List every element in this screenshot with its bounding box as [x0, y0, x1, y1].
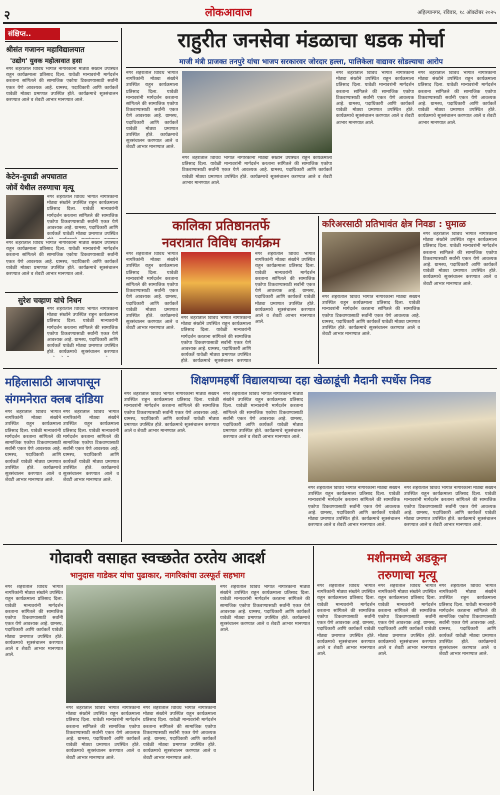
- story4-body-col1: नगर शहरातील विविध भागात नागरिकांनी मोठ्या संख्येने उपस्थित राहून कार्यक्रमाला प्रतिसाद दिला. यावेळी मान्यवरांनी मार्गदर्शन करताना सांगितले की सामाजिक एकोपा टिकवण्यासाठी सर्वांनी एकत्र येणे आवश्यक आहे. ग्रामस्थ, पदाधिकारी आणि कार्यकर्ते यावेळी मोठ्या प्रमाणात उपस्थित होते. कार्यक्रमाचे सूत्रसंचालन करण्यात आले व शेवटी आभार मानण्यात आले.: [124, 392, 219, 435]
- story4-body-col3: नगर शहरातील विविध भागात नागरिकांनी मोठ्या संख्येने उपस्थित राहून कार्यक्रमाला प्रतिसाद दिला. यावेळी मान्यवरांनी मार्गदर्शन करताना सांगितले की सामाजिक एकोपा टिकवण्यासाठी सर्वांनी एकत्र येणे आवश्यक आहे. ग्रामस्थ, पदाधिकारी आणि कार्यकर्ते यावेळी मोठ्या प्रमाणात उपस्थित होते. कार्यक्रमाचे सूत्रसंचालन करण्यात आले व शेवटी आभार मानण्यात आले.: [308, 486, 400, 529]
- sidebar-divider-1: [5, 168, 118, 169]
- sidebar-item2-subtitle: जोर्वे येथील तरुणाचा मृत्यू: [6, 183, 74, 192]
- sidebar-rule: [5, 41, 118, 42]
- story5-body-col2: नगर शहरातील विविध भागात नागरिकांनी मोठ्या संख्येने उपस्थित राहून कार्यक्रमाला प्रतिसाद दिला. यावेळी मान्यवरांनी मार्गदर्शन करताना सांगितले की सामाजिक एकोपा टिकवण्यासाठी सर्वांनी एकत्र येणे आवश्यक आहे. ग्रामस्थ, पदाधिकारी आणि कार्यकर्ते यावेळी मोठ्या प्रमाणात उपस्थित होते. कार्यक्रमाचे सूत्रसंचालन करण्यात आले व शेवटी आभार मानण्यात आले.: [63, 410, 119, 484]
- story4-body-col4: नगर शहरातील विविध भागात नागरिकांनी मोठ्या संख्येने उपस्थित राहून कार्यक्रमाला प्रतिसाद दिला. यावेळी मान्यवरांनी मार्गदर्शन करताना सांगितले की सामाजिक एकोपा टिकवण्यासाठी सर्वांनी एकत्र येणे आवश्यक आहे. ग्रामस्थ, पदाधिकारी आणि कार्यकर्ते यावेळी मोठ्या प्रमाणात उपस्थित होते. कार्यक्रमाचे सूत्रसंचालन करण्यात आले व शेवटी आभार मानण्यात आले.: [404, 486, 496, 529]
- page-number: २: [4, 8, 11, 22]
- sidebar-header: संक्षिप्त..: [5, 28, 60, 40]
- story3-headline: करिअरसाठी प्रतिभावंत क्षेत्र निवडा : घुमाळ: [322, 219, 466, 230]
- story4-photo: [308, 392, 496, 482]
- lead-headline: राहुरीत जनसेवा मंडळाचा धडक मोर्चा: [177, 28, 445, 52]
- lead-body-col1: नगर शहरातील विविध भागात नागरिकांनी मोठ्या संख्येने उपस्थित राहून कार्यक्रमाला प्रतिसाद दिला. यावेळी मान्यवरांनी मार्गदर्शन करताना सांगितले की सामाजिक एकोपा टिकवण्यासाठी सर्वांनी एकत्र येणे आवश्यक आहे. ग्रामस्थ, पदाधिकारी आणि कार्यकर्ते यावेळी मोठ्या प्रमाणात उपस्थित होते. कार्यक्रमाचे सूत्रसंचालन करण्यात आले व शेवटी आभार मानण्यात आले.: [126, 71, 178, 151]
- story7-body-col1: नगर शहरातील विविध भागात नागरिकांनी मोठ्या संख्येने उपस्थित राहून कार्यक्रमाला प्रतिसाद दिला. यावेळी मान्यवरांनी मार्गदर्शन करताना सांगितले की सामाजिक एकोपा टिकवण्यासाठी सर्वांनी एकत्र येणे आवश्यक आहे. ग्रामस्थ, पदाधिकारी आणि कार्यकर्ते यावेळी मोठ्या प्रमाणात उपस्थित होते. कार्यक्रमाचे सूत्रसंचालन करण्यात आले व शेवटी आभार मानण्यात आले.: [317, 584, 375, 658]
- story6-top-rule: [3, 544, 497, 545]
- sidebar-item1-title: श्रीसंत गजानन महाविद्यालयात: [6, 45, 85, 54]
- sidebar-item2-body-a: नगर शहरातील विविध भागात नागरिकांनी मोठ्या संख्येने उपस्थित राहून कार्यक्रमाला प्रतिसाद दिला. यावेळी मान्यवरांनी मार्गदर्शन करताना सांगितले की सामाजिक एकोपा टिकवण्यासाठी सर्वांनी एकत्र येणे आवश्यक आहे. ग्रामस्थ, पदाधिकारी आणि कार्यकर्ते यावेळी मोठ्या प्रमाणात उपस्थित: [47, 195, 118, 238]
- column-rule-left: [121, 28, 122, 365]
- sidebar-photo-2: [6, 307, 44, 351]
- sidebar-item2-title: केटेन-दुघाडी अपघातात: [6, 172, 67, 181]
- story7-headline: मशीनमध्ये अडकून: [367, 551, 447, 565]
- story2-body-col1: नगर शहरातील विविध भागात नागरिकांनी मोठ्या संख्येने उपस्थित राहून कार्यक्रमाला प्रतिसाद दिला. यावेळी मान्यवरांनी मार्गदर्शन करताना सांगितले की सामाजिक एकोपा टिकवण्यासाठी सर्वांनी एकत्र येणे आवश्यक आहे. ग्रामस्थ, पदाधिकारी आणि कार्यकर्ते यावेळी मोठ्या प्रमाणात उपस्थित होते. कार्यक्रमाचे सूत्रसंचालन करण्यात आले व शेवटी आभार मानण्यात आले.: [126, 252, 178, 332]
- story7-headline2: तरुणाचा मृत्यू: [377, 568, 437, 582]
- lead-body-col4: नगर शहरातील विविध भागात नागरिकांनी मोठ्या संख्येने उपस्थित राहून कार्यक्रमाला प्रतिसाद दिला. यावेळी मान्यवरांनी मार्गदर्शन करताना सांगितले की सामाजिक एकोपा टिकवण्यासाठी सर्वांनी एकत्र येणे आवश्यक आहे. ग्रामस्थ, पदाधिकारी आणि कार्यकर्ते यावेळी मोठ्या प्रमाणात उपस्थित होते. कार्यक्रमाचे सूत्रसंचालन करण्यात आले व शेवटी आभार मानण्यात आले.: [418, 71, 496, 126]
- story7-body-col2: नगर शहरातील विविध भागात नागरिकांनी मोठ्या संख्येने उपस्थित राहून कार्यक्रमाला प्रतिसाद दिला. यावेळी मान्यवरांनी मार्गदर्शन करताना सांगितले की सामाजिक एकोपा टिकवण्यासाठी सर्वांनी एकत्र येणे आवश्यक आहे. ग्रामस्थ, पदाधिकारी आणि कार्यकर्ते यावेळी मोठ्या प्रमाणात उपस्थित होते. कार्यक्रमाचे सूत्रसंचालन करण्यात आले व शेवटी आभार मानण्यात आले.: [378, 584, 436, 658]
- masthead-logo: लोकआवाज: [205, 6, 253, 19]
- lead-rule: [126, 67, 496, 68]
- lead-body-col2: नगर शहरातील विविध भागात नागरिकांनी मोठ्या संख्येने उपस्थित राहून कार्यक्रमाला प्रतिसाद दिला. यावेळी मान्यवरांनी मार्गदर्शन करताना सांगितले की सामाजिक एकोपा टिकवण्यासाठी सर्वांनी एकत्र येणे आवश्यक आहे. ग्रामस्थ, पदाधिकारी आणि कार्यकर्ते यावेळी मोठ्या प्रमाणात उपस्थित होते. कार्यक्रमाचे सूत्रसंचालन करण्यात आले व शेवटी आभार मानण्यात आले.: [182, 156, 332, 186]
- lead-photo: [182, 71, 332, 153]
- story6-body-col1: नगर शहरातील विविध भागात नागरिकांनी मोठ्या संख्येने उपस्थित राहून कार्यक्रमाला प्रतिसाद दिला. यावेळी मान्यवरांनी मार्गदर्शन करताना सांगितले की सामाजिक एकोपा टिकवण्यासाठी सर्वांनी एकत्र येणे आवश्यक आहे. ग्रामस्थ, पदाधिकारी आणि कार्यकर्ते यावेळी मोठ्या प्रमाणात उपस्थित होते. कार्यक्रमाचे सूत्रसंचालन करण्यात आले व शेवटी आभार मानण्यात आले.: [5, 585, 63, 659]
- story4-headline: शिक्षणमहर्षी विद्यालयाच्या दहा खेळाडूंची मैदानी स्पर्धेस निवड: [190, 374, 432, 387]
- story6-subhead: भानुदास गाडेकर यांचा पुढाकार, नागरिकांचा उत्स्फूर्त सहभाग: [70, 571, 245, 580]
- story3-body-col1: नगर शहरातील विविध भागात नागरिकांनी मोठ्या संख्येने उपस्थित राहून कार्यक्रमाला प्रतिसाद दिला. यावेळी मान्यवरांनी मार्गदर्शन करताना सांगितले की सामाजिक एकोपा टिकवण्यासाठी सर्वांनी एकत्र येणे आवश्यक आहे. ग्रामस्थ, पदाधिकारी आणि कार्यकर्ते यावेळी मोठ्या प्रमाणात उपस्थित होते. कार्यक्रमाचे सूत्रसंचालन करण्यात आले व शेवटी आभार मानण्यात आले.: [322, 295, 420, 338]
- story2-body-col2: नगर शहरातील विविध भागात नागरिकांनी मोठ्या संख्येने उपस्थित राहून कार्यक्रमाला प्रतिसाद दिला. यावेळी मान्यवरांनी मार्गदर्शन करताना सांगितले की सामाजिक एकोपा टिकवण्यासाठी सर्वांनी एकत्र येणे आवश्यक आहे. ग्रामस्थ, पदाधिकारी आणि कार्यकर्ते यावेळी मोठ्या प्रमाणात उपस्थित होते. कार्यक्रमाचे सूत्रसंचालन करण्यात: [181, 316, 251, 364]
- lead-body-col3: नगर शहरातील विविध भागात नागरिकांनी मोठ्या संख्येने उपस्थित राहून कार्यक्रमाला प्रतिसाद दिला. यावेळी मान्यवरांनी मार्गदर्शन करताना सांगितले की सामाजिक एकोपा टिकवण्यासाठी सर्वांनी एकत्र येणे आवश्यक आहे. ग्रामस्थ, पदाधिकारी आणि कार्यकर्ते यावेळी मोठ्या प्रमाणात उपस्थित होते. कार्यक्रमाचे सूत्रसंचालन करण्यात आले व शेवटी आभार मानण्यात आले.: [336, 71, 414, 126]
- sidebar-item3-title: सुरेश चव्हाण यांचे निधन: [18, 296, 82, 305]
- story3-photo: [322, 232, 420, 292]
- story3-body-col2: नगर शहरातील विविध भागात नागरिकांनी मोठ्या संख्येने उपस्थित राहून कार्यक्रमाला प्रतिसाद दिला. यावेळी मान्यवरांनी मार्गदर्शन करताना सांगितले की सामाजिक एकोपा टिकवण्यासाठी सर्वांनी एकत्र येणे आवश्यक आहे. ग्रामस्थ, पदाधिकारी आणि कार्यकर्ते यावेळी मोठ्या प्रमाणात उपस्थित होते. कार्यक्रमाचे सूत्रसंचालन करण्यात आले व शेवटी आभार मानण्यात आले.: [423, 232, 497, 287]
- story7-body-col3: नगर शहरातील विविध भागात नागरिकांनी मोठ्या संख्येने उपस्थित राहून कार्यक्रमाला प्रतिसाद दिला. यावेळी मान्यवरांनी मार्गदर्शन करताना सांगितले की सामाजिक एकोपा टिकवण्यासाठी सर्वांनी एकत्र येणे आवश्यक आहे. ग्रामस्थ, पदाधिकारी आणि कार्यकर्ते यावेळी मोठ्या प्रमाणात उपस्थित होते. कार्यक्रमाचे सूत्रसंचालन करण्यात आले व शेवटी आभार मानण्यात आले.: [439, 584, 496, 658]
- story6-body-col4: नगर शहरातील विविध भागात नागरिकांनी मोठ्या संख्येने उपस्थित राहून कार्यक्रमाला प्रतिसाद दिला. यावेळी मान्यवरांनी मार्गदर्शन करताना सांगितले की सामाजिक एकोपा टिकवण्यासाठी सर्वांनी एकत्र येणे आवश्यक आहे. ग्रामस्थ, पदाधिकारी आणि कार्यकर्ते यावेळी मोठ्या प्रमाणात उपस्थित होते. कार्यक्रमाचे सूत्रसंचालन करण्यात आले व शेवटी आभार मानण्यात आले.: [220, 585, 310, 634]
- story6-body-col2: नगर शहरातील विविध भागात नागरिकांनी मोठ्या संख्येने उपस्थित राहून कार्यक्रमाला प्रतिसाद दिला. यावेळी मान्यवरांनी मार्गदर्शन करताना सांगितले की सामाजिक एकोपा टिकवण्यासाठी सर्वांनी एकत्र येणे आवश्यक आहे. ग्रामस्थ, पदाधिकारी आणि कार्यकर्ते यावेळी मोठ्या प्रमाणात उपस्थित होते. कार्यक्रमाचे सूत्रसंचालन करण्यात आले व शेवटी आभार मानण्यात आले.: [66, 706, 140, 761]
- sidebar-item1-body: नगर शहरातील विविध भागात नागरिकांनी मोठ्या संख्येने उपस्थित राहून कार्यक्रमाला प्रतिसाद दिला. यावेळी मान्यवरांनी मार्गदर्शन करताना सांगितले की सामाजिक एकोपा टिकवण्यासाठी सर्वांनी एकत्र येणे आवश्यक आहे. ग्रामस्थ, पदाधिकारी आणि कार्यकर्ते यावेळी मोठ्या प्रमाणात उपस्थित होते. कार्यक्रमाचे सूत्रसंचालन करण्यात आले व शेवटी आभार मानण्यात आले.: [6, 67, 118, 104]
- sidebar-item3-body: नगर शहरातील विविध भागात नागरिकांनी मोठ्या संख्येने उपस्थित राहून कार्यक्रमाला प्रतिसाद दिला. यावेळी मान्यवरांनी मार्गदर्शन करताना सांगितले की सामाजिक एकोपा टिकवण्यासाठी सर्वांनी एकत्र येणे आवश्यक आहे. ग्रामस्थ, पदाधिकारी आणि कार्यकर्ते यावेळी मोठ्या प्रमाणात उपस्थित होते. कार्यक्रमाचे सूत्रसंचालन करण्यात: [47, 307, 118, 356]
- story6-body-col3: नगर शहरातील विविध भागात नागरिकांनी मोठ्या संख्येने उपस्थित राहून कार्यक्रमाला प्रतिसाद दिला. यावेळी मान्यवरांनी मार्गदर्शन करताना सांगितले की सामाजिक एकोपा टिकवण्यासाठी सर्वांनी एकत्र येणे आवश्यक आहे. ग्रामस्थ, पदाधिकारी आणि कार्यकर्ते यावेळी मोठ्या प्रमाणात उपस्थित होते. कार्यक्रमाचे सूत्रसंचालन करण्यात आले व शेवटी आभार मानण्यात आले.: [143, 706, 216, 761]
- story5-body-col1: नगर शहरातील विविध भागात नागरिकांनी मोठ्या संख्येने उपस्थित राहून कार्यक्रमाला प्रतिसाद दिला. यावेळी मान्यवरांनी मार्गदर्शन करताना सांगितले की सामाजिक एकोपा टिकवण्यासाठी सर्वांनी एकत्र येणे आवश्यक आहे. ग्रामस्थ, पदाधिकारी आणि कार्यकर्ते यावेळी मोठ्या प्रमाणात उपस्थित होते. कार्यक्रमाचे सूत्रसंचालन करण्यात आले व शेवटी आभार मानण्यात आले.: [5, 410, 61, 484]
- story4-top-rule: [3, 368, 497, 369]
- masthead-rule: [3, 22, 497, 24]
- story2-headline: कालिका प्रतिष्ठानतर्फे: [172, 219, 270, 234]
- sidebar-item1-subtitle: 'उद्योग' युवक महोत्सवात हसा: [10, 57, 82, 65]
- story6-rule: [313, 546, 314, 791]
- story2-photo: [181, 252, 251, 314]
- story6-headline: गोदावरी वसाहत स्वच्छतेत ठरतेय आदर्श: [49, 549, 266, 567]
- sidebar-divider-2: [5, 292, 118, 293]
- lead-bottom-rule: [126, 213, 496, 214]
- sidebar-item2-body-b: नगर शहरातील विविध भागात नागरिकांनी मोठ्या संख्येने उपस्थित राहून कार्यक्रमाला प्रतिसाद दिला. यावेळी मान्यवरांनी मार्गदर्शन करताना सांगितले की सामाजिक एकोपा टिकवण्यासाठी सर्वांनी एकत्र येणे आवश्यक आहे. ग्रामस्थ, पदाधिकारी आणि कार्यकर्ते यावेळी मोठ्या प्रमाणात उपस्थित होते. कार्यक्रमाचे सूत्रसंचालन करण्यात आले व शेवटी आभार मानण्यात आले.: [6, 241, 118, 278]
- sidebar-photo-1: [6, 195, 44, 239]
- dateline: अहिल्यानगर, रविवार, १८ ऑक्टोबर २०२५: [417, 10, 496, 16]
- story5-headline: महिलासाठी आजपासून: [5, 375, 101, 389]
- story2-headline2: नवरात्रात विविध कार्यक्रम: [162, 236, 280, 251]
- story2-body-col3: नगर शहरातील विविध भागात नागरिकांनी मोठ्या संख्येने उपस्थित राहून कार्यक्रमाला प्रतिसाद दिला. यावेळी मान्यवरांनी मार्गदर्शन करताना सांगितले की सामाजिक एकोपा टिकवण्यासाठी सर्वांनी एकत्र येणे आवश्यक आहे. ग्रामस्थ, पदाधिकारी आणि कार्यकर्ते यावेळी मोठ्या प्रमाणात उपस्थित होते. कार्यक्रमाचे सूत्रसंचालन करण्यात आले व शेवटी आभार मानण्यात आले.: [255, 252, 315, 326]
- story5-rule: [121, 370, 122, 542]
- story4-body-col2: नगर शहरातील विविध भागात नागरिकांनी मोठ्या संख्येने उपस्थित राहून कार्यक्रमाला प्रतिसाद दिला. यावेळी मान्यवरांनी मार्गदर्शन करताना सांगितले की सामाजिक एकोपा टिकवण्यासाठी सर्वांनी एकत्र येणे आवश्यक आहे. ग्रामस्थ, पदाधिकारी आणि कार्यकर्ते यावेळी मोठ्या प्रमाणात उपस्थित होते. कार्यक्रमाचे सूत्रसंचालन करण्यात आले व शेवटी आभार मानण्यात आले.: [223, 392, 303, 441]
- story2-rule: [318, 216, 319, 364]
- story5-headline2: संगमनेरात क्लब दांडिया: [5, 392, 104, 406]
- story6-photo: [66, 585, 216, 703]
- lead-subhead: माजी मंत्री प्राजक्त तनपुरे यांचा भाजप सरकारवर जोरदार हल्ला, पालिकेला वाद्यावर सोडल्याचा आरोप: [179, 57, 443, 66]
